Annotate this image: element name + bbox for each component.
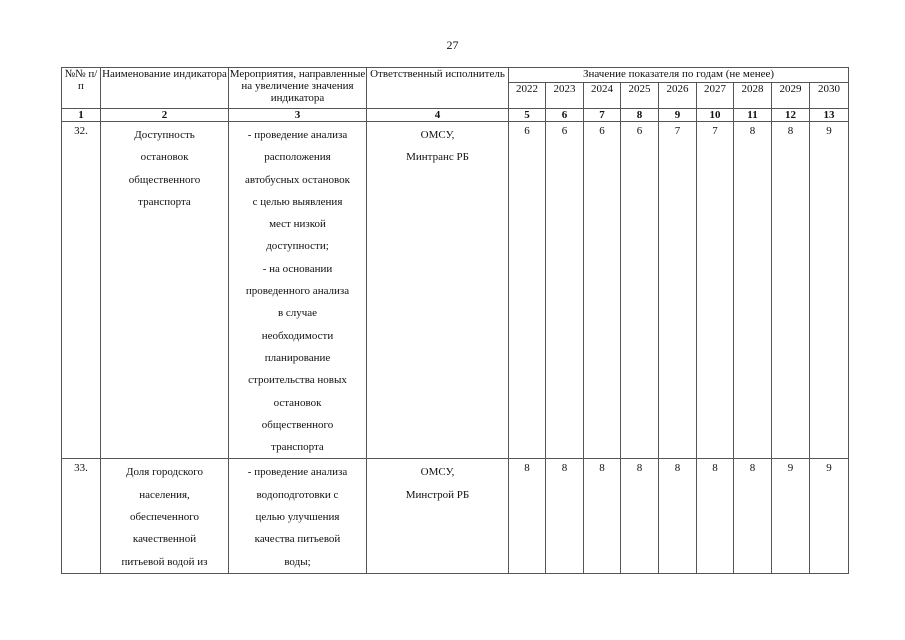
year-value-cell — [584, 122, 621, 459]
year-value-cell — [772, 459, 810, 573]
indicator-cell — [101, 459, 229, 573]
year-value: 9 — [826, 462, 832, 475]
header-year: 2024 — [584, 83, 621, 109]
year-value: 7 — [712, 125, 718, 137]
measures-cell — [229, 122, 367, 459]
measure-line: воды; — [284, 555, 311, 568]
year-value-cell — [546, 459, 584, 573]
measure-line: транспорта — [271, 441, 324, 454]
year-value: 9 — [787, 462, 794, 475]
column-number: 13 — [810, 109, 849, 122]
executor-cell — [367, 122, 509, 459]
executor-line: ОМСУ, — [420, 466, 455, 479]
row-number-cell — [62, 122, 101, 459]
year-value: 8 — [749, 462, 756, 475]
year-value: 6 — [599, 125, 605, 137]
executor-line: Минтранс РБ — [406, 151, 469, 164]
year-value-cell — [734, 459, 772, 573]
measure-line: доступности; — [266, 240, 329, 253]
executor-cell — [367, 459, 509, 573]
measure-line: водоподготовки с — [256, 488, 339, 501]
measure-line: целью улучшения — [255, 511, 340, 524]
row-number: 32. — [74, 125, 88, 137]
year-value: 8 — [524, 462, 530, 475]
measure-line: необходимости — [261, 329, 334, 342]
measure-line: общественного — [261, 418, 334, 431]
year-value: 8 — [674, 462, 681, 475]
measure-line: проведенного анализа — [245, 285, 350, 298]
column-number: 3 — [229, 109, 367, 122]
row-number: 33. — [74, 462, 88, 475]
year-value-cell — [697, 122, 734, 459]
year-value-cell — [810, 122, 849, 459]
year-value-cell — [621, 122, 659, 459]
measure-line: расположения — [264, 151, 331, 164]
column-number: 8 — [621, 109, 659, 122]
indicator-line: обеспеченного — [130, 511, 199, 524]
column-number: 7 — [584, 109, 621, 122]
measure-line: строительства новых — [248, 374, 347, 387]
year-value-cell — [697, 459, 734, 573]
indicator-line: Доля городского — [125, 466, 204, 479]
year-value-cell — [546, 122, 584, 459]
year-value: 6 — [636, 125, 643, 137]
measure-line: в случае — [277, 307, 318, 320]
column-number: 2 — [101, 109, 229, 122]
year-value: 8 — [712, 462, 718, 475]
year-value: 8 — [787, 125, 794, 137]
header-values-group: Значение показателя по годам (не менее) — [509, 68, 849, 83]
year-value-cell — [509, 122, 546, 459]
header-year: 2025 — [621, 83, 659, 109]
column-number: 5 — [509, 109, 546, 122]
header-indicator: Наименование индикатора — [101, 68, 229, 109]
header-year: 2026 — [659, 83, 697, 109]
header-year: 2027 — [697, 83, 734, 109]
year-value-cell — [734, 122, 772, 459]
executor-line: Минстрой РБ — [405, 488, 470, 501]
year-value-cell — [621, 459, 659, 573]
executor-line: ОМСУ, — [420, 129, 455, 141]
header-measures: Мероприятия, направленные на увеличение значения индикатора — [229, 68, 367, 109]
year-value: 6 — [524, 125, 530, 137]
header-year: 2029 — [772, 83, 810, 109]
year-value: 8 — [749, 125, 756, 137]
measure-line: - на основании — [262, 262, 333, 275]
measure-line: остановок — [273, 396, 322, 409]
indicator-line: Доступность — [134, 129, 195, 141]
year-value-cell — [509, 459, 546, 573]
year-value-cell — [659, 122, 697, 459]
year-value: 8 — [561, 462, 568, 475]
indicator-line: питьевой водой из — [121, 555, 208, 568]
year-value-cell — [810, 459, 849, 573]
header-year: 2022 — [509, 83, 546, 109]
measure-line: - проведение анализа — [247, 129, 348, 141]
header-year: 2030 — [810, 83, 849, 109]
measure-line: мест низкой — [269, 218, 326, 231]
year-value: 6 — [561, 125, 568, 137]
indicator-line: транспорта — [138, 195, 191, 208]
column-number: 9 — [659, 109, 697, 122]
measure-line: с целью выявления — [252, 195, 343, 208]
indicator-line: населения, — [139, 488, 190, 501]
indicator-line: остановок — [140, 151, 189, 164]
column-number: 6 — [546, 109, 584, 122]
column-number: 1 — [62, 109, 101, 122]
column-number: 12 — [772, 109, 810, 122]
indicator-table — [61, 67, 849, 574]
year-value-cell — [659, 459, 697, 573]
year-value-cell — [584, 459, 621, 573]
header-year: 2028 — [734, 83, 772, 109]
header-num: №№ п/п — [62, 68, 101, 109]
column-number: 11 — [734, 109, 772, 122]
header-year: 2023 — [546, 83, 584, 109]
table-row — [62, 122, 849, 459]
year-value: 9 — [826, 125, 832, 137]
measure-line: - проведение анализа — [247, 466, 348, 479]
year-value: 7 — [674, 125, 681, 137]
year-value: 8 — [636, 462, 643, 475]
indicator-cell — [101, 122, 229, 459]
column-number-row — [62, 109, 849, 122]
measures-cell — [229, 459, 367, 573]
column-number: 4 — [367, 109, 509, 122]
year-value: 8 — [599, 462, 605, 475]
column-number: 10 — [697, 109, 734, 122]
table-row — [62, 459, 849, 573]
year-value-cell — [772, 122, 810, 459]
row-number-cell — [62, 459, 101, 573]
measure-line: качества питьевой — [254, 533, 341, 546]
indicator-line: качественной — [132, 533, 197, 546]
page-number: 27 — [446, 38, 459, 52]
indicator-line: общественного — [128, 173, 201, 186]
measure-line: планирование — [264, 351, 331, 364]
measure-line: автобусных остановок — [245, 173, 350, 186]
header-executor: Ответственный исполнитель — [367, 68, 509, 109]
